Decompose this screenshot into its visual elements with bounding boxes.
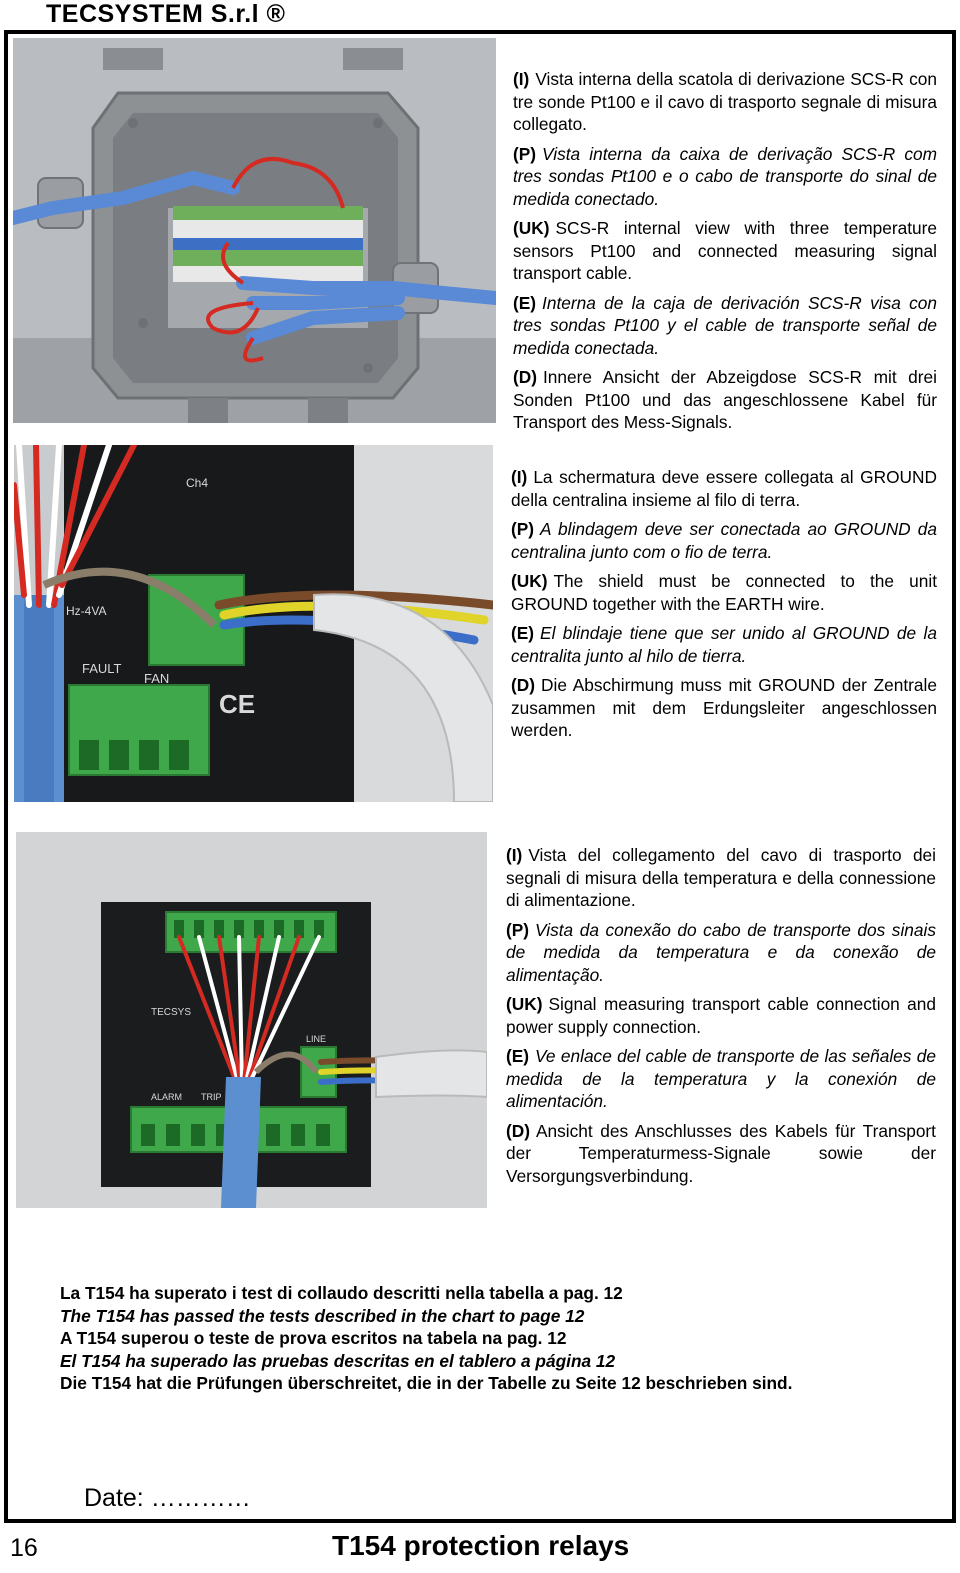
lang-tag: (I): [511, 467, 528, 487]
caption-block-2: [511, 466, 937, 749]
page-number: 16: [10, 1534, 38, 1562]
photo-label-trip: TRIP: [201, 1092, 222, 1102]
photo-label-line: LINE: [306, 1034, 327, 1044]
caption-text: Die Abschirmung muss mit GROUND der Zentrale zusammen mit dem Erdungsleiter angeschlossen werden.: [511, 675, 937, 740]
caption-text: Vista da conexão do cabo de transporte dos sinais de medida da temperatura e da conexão de alimentação.: [506, 919, 936, 985]
lang-tag: (E): [513, 292, 537, 313]
lang-tag: (UK): [513, 218, 550, 238]
test-statement-pt: A T154 superou o teste de prova escritos na tabela na pag. 12: [60, 1328, 567, 1348]
lang-tag: (D): [506, 1120, 530, 1141]
svg-text:CE: CE: [219, 689, 256, 719]
caption-uk: [513, 217, 937, 285]
lang-tag: (E): [511, 623, 535, 643]
test-statement-en: The T154 has passed the tests described in the chart to page 12: [60, 1305, 585, 1326]
caption-e: [506, 1045, 936, 1113]
caption-text: Vista interna da caixa de derivação SCS-R com tres sondas Pt100 e o cabo de transporte do sinal de medida conectado.: [513, 143, 937, 209]
caption-p: [506, 919, 936, 987]
date-field: Date: …………: [84, 1484, 251, 1512]
lang-tag: (P): [511, 519, 535, 539]
lang-tag: (D): [511, 675, 535, 695]
lang-tag: (P): [506, 919, 530, 940]
caption-block-3: [506, 844, 936, 1194]
photo-label-alarm: ALARM: [151, 1092, 183, 1102]
test-statement-de: Die T154 hat die Prüfungen überschreitet, die in der Tabelle zu Seite 12 beschrieben sind.: [60, 1373, 793, 1393]
header-title: TECSYSTEM S.r.l ®: [46, 0, 286, 28]
photo-label-brand: TECSYS: [151, 1007, 192, 1018]
caption-text: A blindagem deve ser conectada ao GROUND da centralina junto com o fio de terra.: [511, 519, 937, 562]
caption-d: [506, 1120, 936, 1188]
test-statements: [60, 1282, 920, 1395]
footer-title: T154 protection relays: [332, 1530, 630, 1561]
photo-label-fan: FAN: [144, 671, 170, 686]
lang-tag: (UK): [511, 571, 548, 591]
lang-tag: (E): [506, 1046, 530, 1066]
caption-i: [513, 68, 937, 136]
lang-tag: (I): [513, 69, 530, 89]
caption-p: [513, 143, 937, 211]
lang-tag: (UK): [506, 994, 543, 1014]
caption-p: [511, 518, 937, 563]
photo-label-fault: FAULT: [82, 661, 122, 676]
test-statement-it: La T154 ha superato i test di collaudo descritti nella tabella a pag. 12: [60, 1283, 623, 1303]
caption-d: [511, 674, 937, 742]
lang-tag: (P): [513, 143, 537, 164]
test-statement-es: El T154 ha superado las pruebas descritas en el tablero a página 12: [60, 1350, 616, 1371]
caption-text: El blindaje tiene que ser unido al GROUND de la centralita junto al hilo de tierra.: [511, 623, 937, 666]
caption-text: The shield must be connected to the unit GROUND together with the EARTH wire.: [511, 571, 937, 614]
caption-text: Vista del collegamento del cavo di trasporto dei segnali di misura della temperatura e della connessione di alimentazione.: [506, 845, 936, 910]
caption-text: Interna de la caja de derivación SCS-R visa con tres sondas Pt100 y el cable de transporte señal de medida conectada.: [513, 292, 937, 358]
photo-label-ch: Ch4: [186, 476, 209, 490]
junction-box-photo: [13, 38, 496, 423]
caption-i: [511, 466, 937, 511]
relay-connection-photo: [16, 832, 487, 1208]
caption-e: [511, 622, 937, 667]
caption-block-1: [513, 68, 937, 441]
caption-text: SCS-R internal view with three temperature sensors Pt100 and connected measuring signal transport cable.: [513, 218, 937, 283]
caption-text: Vista interna della scatola di derivazione SCS-R con tre sonde Pt100 e il cavo di trasporto segnale di misura collegato.: [513, 69, 937, 134]
shield-wiring-photo: [14, 445, 493, 802]
caption-text: Innere Ansicht der Abzeigdose SCS-R mit drei Sonden Pt100 und das angeschlossene Kabel für Transport des Mess-Signals.: [513, 367, 937, 432]
caption-text: La schermatura deve essere collegata al GROUND della centralina insieme al filo di terra.: [511, 467, 937, 510]
lang-tag: (D): [513, 367, 537, 387]
caption-text: Ansicht des Anschlusses des Kabels für Transport der Temperaturmess-Signale sowie der Versorgungsverbindung.: [506, 1120, 936, 1186]
caption-uk: [506, 993, 936, 1038]
caption-e: [513, 292, 937, 360]
caption-i: [506, 844, 936, 912]
lang-tag: (I): [506, 845, 523, 865]
caption-text: Signal measuring transport cable connection and power supply connection.: [506, 994, 936, 1037]
photo-label-va: Hz-4VA: [66, 604, 107, 618]
caption-uk: [511, 570, 937, 615]
caption-text: Ve enlace del cable de transporte de las señales de medida de la temperatura y la conexión de alimentación.: [506, 1046, 936, 1111]
caption-d: [513, 366, 937, 434]
